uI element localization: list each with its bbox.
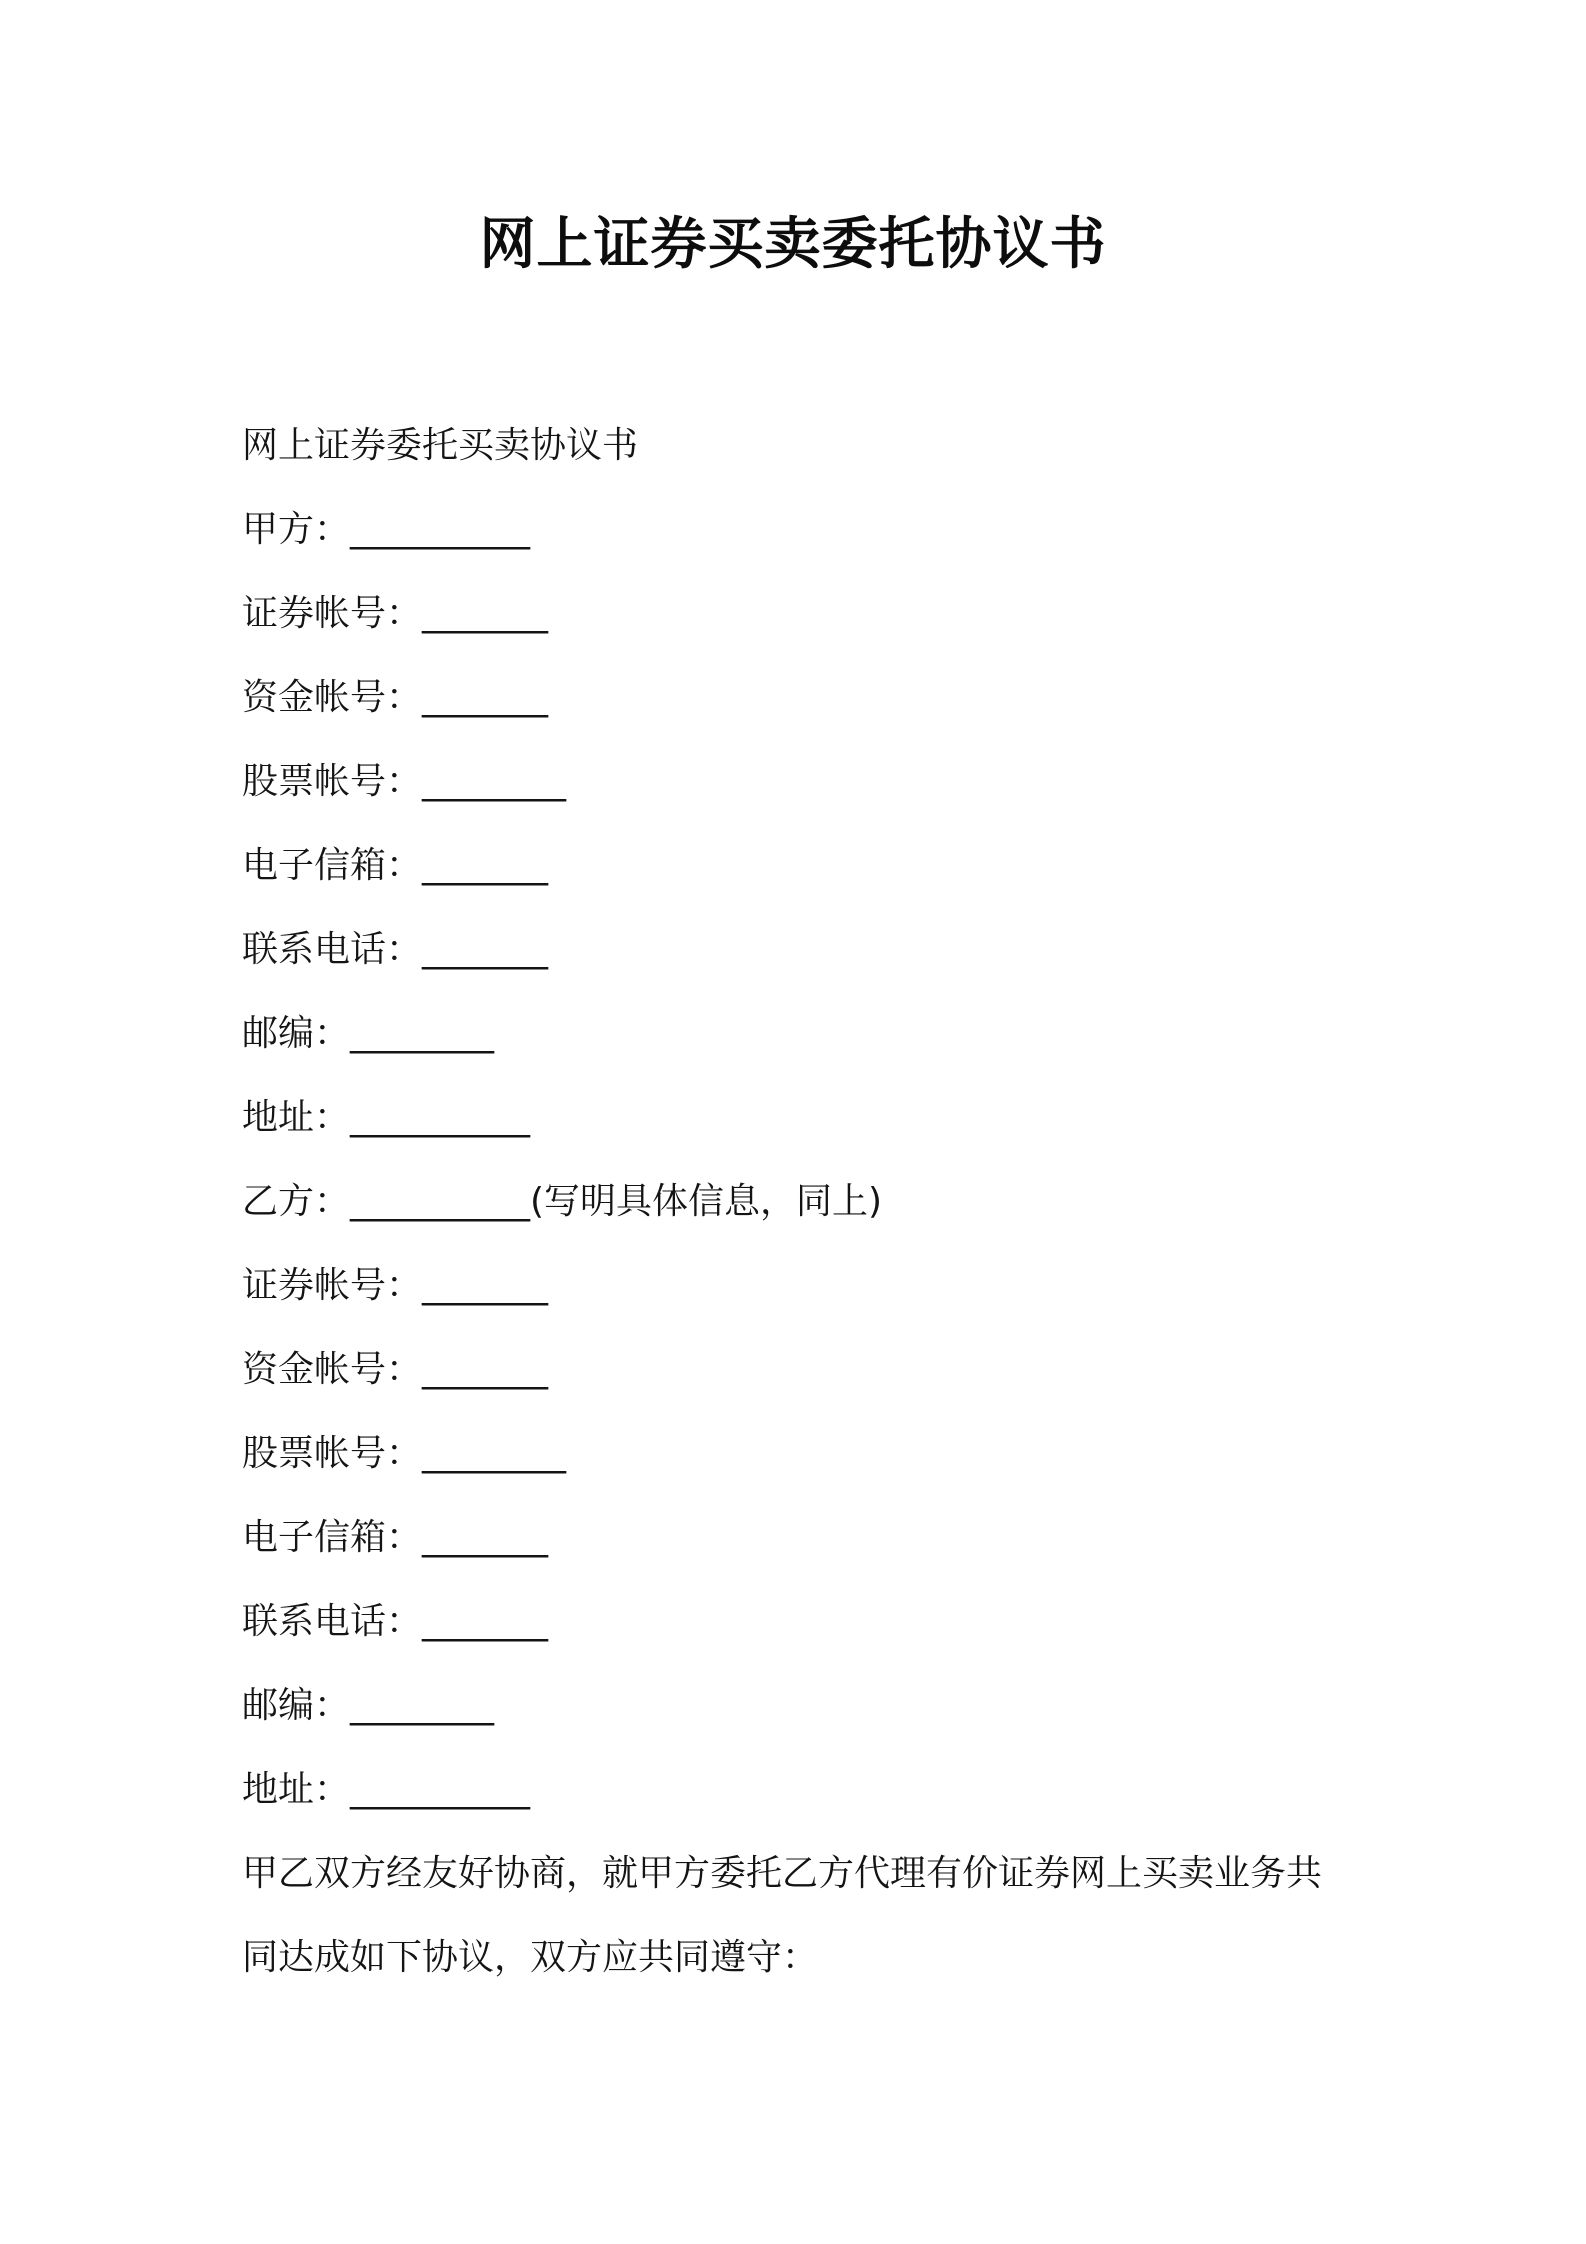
document-body (242, 404, 1372, 2000)
party-b-line: 乙方：__________(写明具体信息，同上) (242, 1181, 883, 1222)
party-b-address: 地址：__________ (242, 1769, 531, 1810)
party-a-postcode: 邮编：________ (242, 1013, 495, 1054)
party-a-line: 甲方：__________ (242, 509, 531, 550)
party-a-address: 地址：__________ (242, 1097, 531, 1138)
party-a-securities-account: 证券帐号：_______ (242, 593, 549, 634)
document-title: 网上证券买卖委托协议书 (479, 212, 1107, 277)
party-b-email: 电子信箱：_______ (242, 1517, 549, 1558)
party-a-fund-account: 资金帐号：_______ (242, 677, 549, 718)
agreement-paragraph-line-1: 甲乙双方经友好协商，就甲方委托乙方代理有价证券网上买卖业务共 (242, 1853, 1323, 1894)
party-b-postcode: 邮编：________ (242, 1685, 495, 1726)
party-b-fund-account: 资金帐号：_______ (242, 1349, 549, 1390)
party-b-stock-account: 股票帐号：________ (242, 1433, 567, 1474)
subtitle-line: 网上证券委托买卖协议书 (242, 425, 639, 466)
party-a-stock-account: 股票帐号：________ (242, 761, 567, 802)
agreement-paragraph-line-2: 同达成如下协议，双方应共同遵守： (242, 1937, 819, 1978)
party-a-phone: 联系电话：_______ (242, 929, 549, 970)
party-a-email: 电子信箱：_______ (242, 845, 549, 886)
party-b-securities-account: 证券帐号：_______ (242, 1265, 549, 1306)
party-b-phone: 联系电话：_______ (242, 1601, 549, 1642)
